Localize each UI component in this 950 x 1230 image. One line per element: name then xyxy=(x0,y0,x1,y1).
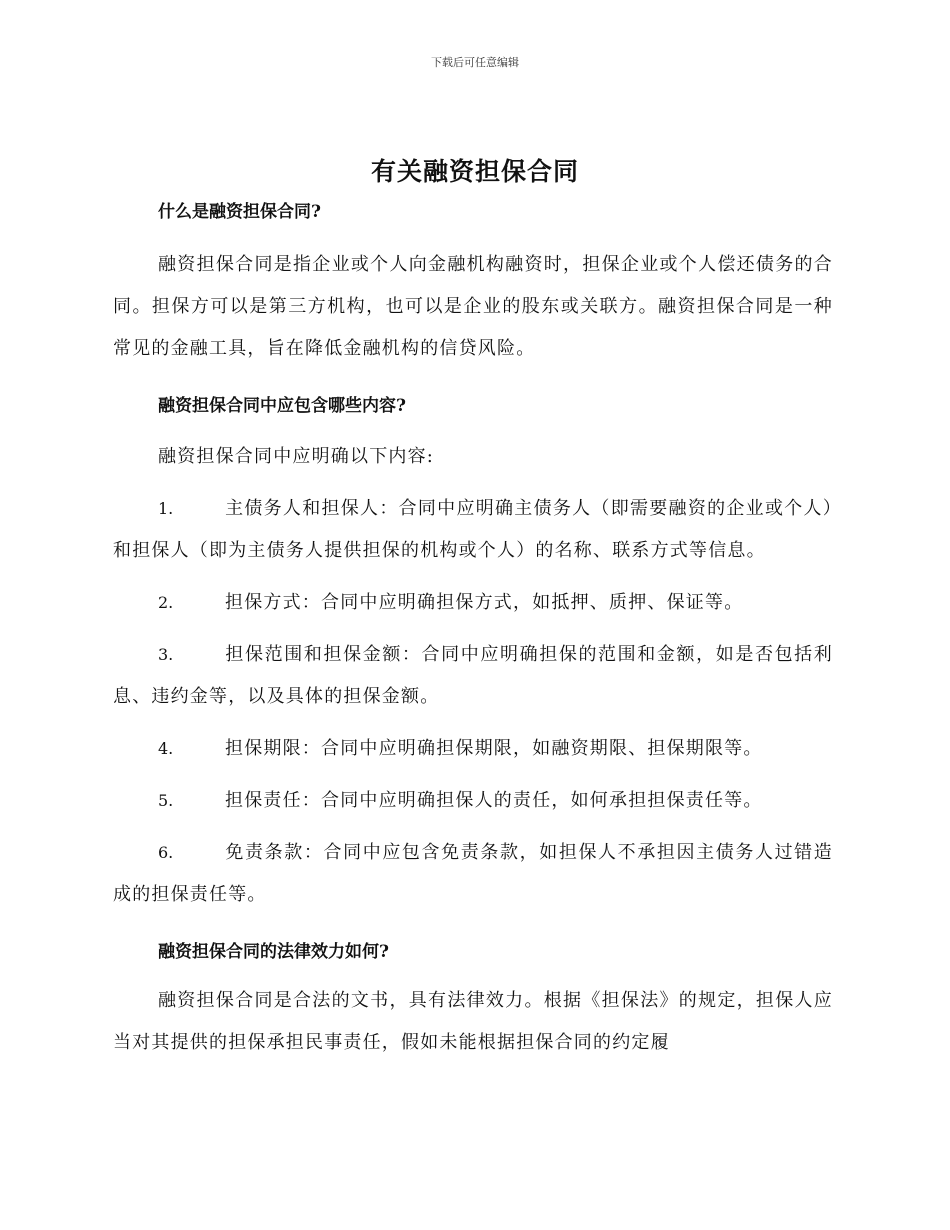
list-item-number: 6. xyxy=(158,843,174,862)
list-item-number: 1. xyxy=(158,499,174,518)
list-item-text: 主债务人和担保人：合同中应明确主债务人（即需要融资的企业或个人）和担保人（即为主债务人提供担保的机构或个人）的名称、联系方式等信息。 xyxy=(113,498,833,561)
list-item xyxy=(113,634,833,718)
document-body xyxy=(113,196,833,1064)
list-item-text: 担保期限：合同中应明确担保期限，如融资期限、担保期限等。 xyxy=(225,738,763,759)
section-heading-contents: 融资担保合同中应包含哪些内容? xyxy=(158,396,406,416)
list-item xyxy=(113,488,833,572)
page-header: 下载后可任意编辑 xyxy=(431,56,519,69)
list-item-number: 4. xyxy=(158,739,174,758)
list-item-number: 3. xyxy=(158,645,174,664)
list-item xyxy=(113,728,833,770)
list-item xyxy=(113,832,833,916)
list-item xyxy=(113,582,833,624)
list-item-text: 担保方式：合同中应明确担保方式，如抵押、质押、保证等。 xyxy=(225,592,744,613)
list-item-text: 担保范围和担保金额：合同中应明确担保的范围和金额，如是否包括利息、违约金等，以及具体的担保金额。 xyxy=(113,644,833,707)
paragraph-contents-intro: 融资担保合同中应明确以下内容: xyxy=(158,446,435,467)
document-title: 有关融资担保合同 xyxy=(370,157,579,186)
section-heading-legal-effect: 融资担保合同的法律效力如何? xyxy=(158,942,389,962)
list-item-text: 担保责任：合同中应明确担保人的责任，如何承担担保责任等。 xyxy=(225,790,763,811)
list-item-number: 2. xyxy=(158,593,174,612)
paragraph-definition: 融资担保合同是指企业或个人向金融机构融资时，担保企业或个人偿还债务的合同。担保方可以是第三方机构，也可以是企业的股东或关联方。融资担保合同是一种常见的金融工具，旨在降低金融机构的信贷风险。 xyxy=(113,254,833,359)
list-item xyxy=(113,780,833,822)
list-item-number: 5. xyxy=(158,791,174,810)
section-heading-definition: 什么是融资担保合同? xyxy=(158,202,321,222)
paragraph-legal-effect: 融资担保合同是合法的文书，具有法律效力。根据《担保法》的规定，担保人应当对其提供的担保承担民事责任，假如未能根据担保合同的约定履 xyxy=(113,990,833,1053)
list-item-text: 免责条款：合同中应包含免责条款，如担保人不承担因主债务人过错造成的担保责任等。 xyxy=(113,842,833,905)
